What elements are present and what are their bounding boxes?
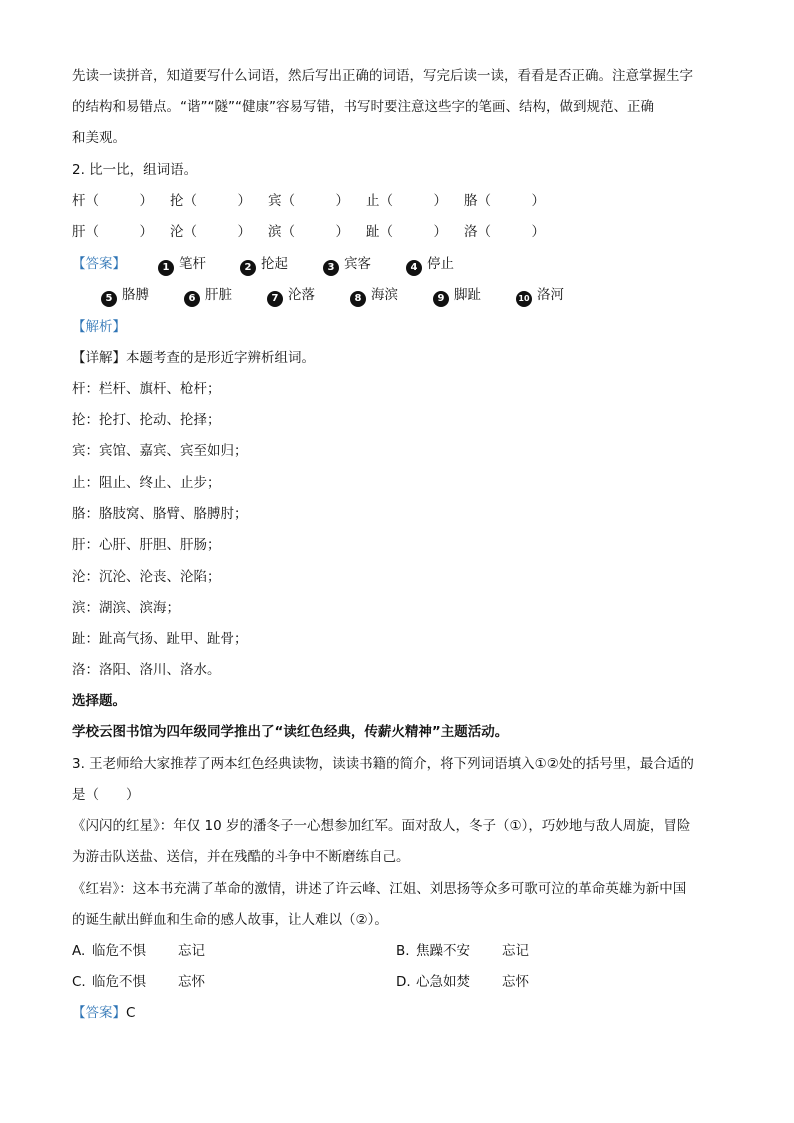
number-badge: 4 — [406, 260, 422, 276]
answer-item — [267, 285, 315, 307]
answer-item — [240, 254, 288, 276]
analysis-entry: 肝：心肝、肝胆、肝肠； — [72, 537, 221, 553]
answer-tag: 【答案】 — [72, 256, 126, 272]
q2-item: 胳（ ） — [464, 193, 545, 209]
q2-item: 止（ ） — [366, 193, 447, 209]
answer-item — [350, 285, 398, 307]
section-heading: 选择题。 — [72, 693, 126, 709]
analysis-entry: 滨：湖滨、滨海； — [72, 600, 180, 616]
option-c — [72, 972, 205, 992]
answer-item — [101, 285, 149, 307]
option-word-1: 临危不惧 — [92, 943, 146, 959]
option-label: C. — [72, 974, 86, 990]
answer-item — [158, 254, 206, 276]
option-a — [72, 941, 205, 961]
answer-word: 笔杆 — [179, 256, 206, 272]
analysis-tag: 【解析】 — [72, 319, 126, 335]
answer-word: 胳膊 — [122, 287, 149, 303]
number-badge: 6 — [184, 291, 200, 307]
intro-line-3: 和美观。 — [72, 130, 126, 146]
option-b — [396, 941, 529, 961]
analysis-entry: 止：阻止、终止、止步； — [72, 475, 221, 491]
analysis-entry: 沦：沉沦、沦丧、沦陷； — [72, 569, 221, 585]
answer-word: 肝脏 — [205, 287, 232, 303]
q2-item: 肝（ ） — [72, 224, 153, 240]
analysis-entry: 抡：抡打、抡动、抡择； — [72, 412, 221, 428]
q2-item: 趾（ ） — [366, 224, 447, 240]
number-badge: 9 — [433, 291, 449, 307]
answer-item — [433, 285, 481, 307]
answer-word: 抡起 — [261, 256, 288, 272]
answer-item — [516, 285, 564, 307]
analysis-entry: 趾：趾高气扬、趾甲、趾骨； — [72, 631, 248, 647]
intro-line-1: 先读一读拼音，知道要写什么词语，然后写出正确的词语，写完后读一读，看看是否正确。注意掌握生字 — [72, 68, 693, 84]
q3-answer-line — [72, 1003, 135, 1023]
answer-word: 沦落 — [288, 287, 315, 303]
q2-item: 滨（ ） — [268, 224, 349, 240]
option-word-2: 忘记 — [502, 943, 529, 959]
answer-word: 宾客 — [344, 256, 371, 272]
option-word-1: 临危不惧 — [92, 974, 146, 990]
option-word-2: 忘怀 — [502, 974, 529, 990]
q3-answer-value: C — [126, 1005, 136, 1021]
detail-tag: 【详解】 — [72, 350, 126, 366]
q2-item: 沦（ ） — [170, 224, 251, 240]
option-d — [396, 972, 529, 992]
answer-word: 脚趾 — [454, 287, 481, 303]
answer-item — [406, 254, 454, 276]
option-word-1: 焦躁不安 — [416, 943, 470, 959]
answer-word: 海滨 — [371, 287, 398, 303]
q2-item: 宾（ ） — [268, 193, 349, 209]
q2-row-1 — [72, 191, 632, 211]
q3-book1-line-1: 《闪闪的红星》：年仅 10 岁的潘冬子一心想参加红军。面对敌人，冬子（①），巧妙地与敌人周旋，冒险 — [72, 818, 691, 834]
q3-line-2: 是（ ） — [72, 787, 140, 803]
answer-word: 洛河 — [537, 287, 564, 303]
number-badge: 1 — [158, 260, 174, 276]
intro-line-2: 的结构和易错点。“谐”“隧”“健康”容易写错，书写时要注意这些字的笔画、结构，做到规范、正确 — [72, 99, 654, 115]
detail-line — [72, 348, 315, 368]
option-word-1: 心急如焚 — [416, 974, 470, 990]
number-badge: 5 — [101, 291, 117, 307]
q2-item: 杆（ ） — [72, 193, 153, 209]
q3-book2-line-1: 《红岩》：这本书充满了革命的激情，讲述了许云峰、江姐、刘思扬等众多可歌可泣的革命英雄为新中国 — [72, 881, 687, 897]
q2-title: 2. 比一比，组词语。 — [72, 162, 198, 178]
number-badge: 10 — [516, 291, 532, 307]
q3-book1-line-2: 为游击队送盐、送信，并在残酷的斗争中不断磨练自己。 — [72, 849, 410, 865]
analysis-entry: 胳：胳肢窝、胳臂、胳膊肘； — [72, 506, 248, 522]
option-label: B. — [396, 943, 410, 959]
analysis-entry: 宾：宾馆、嘉宾、宾至如归； — [72, 443, 248, 459]
q2-item: 洛（ ） — [464, 224, 545, 240]
q2-row-2 — [72, 222, 632, 242]
option-word-2: 忘怀 — [178, 974, 205, 990]
answer-item — [184, 285, 232, 307]
answer-word: 停止 — [427, 256, 454, 272]
answer-item — [323, 254, 371, 276]
q3-answer-tag: 【答案】 — [72, 1005, 126, 1021]
option-label: D. — [396, 974, 411, 990]
q3-book2-line-2: 的诞生献出鲜血和生命的感人故事，让人难以（②）。 — [72, 912, 388, 928]
analysis-entry: 杆：栏杆、旗杆、枪杆； — [72, 381, 221, 397]
option-label: A. — [72, 943, 86, 959]
section-intro: 学校云图书馆为四年级同学推出了“读红色经典，传薪火精神”主题活动。 — [72, 724, 509, 740]
option-word-2: 忘记 — [178, 943, 205, 959]
q3-line-1: 3. 王老师给大家推荐了两本红色经典读物，读读书籍的简介，将下列词语填入①②处的括号里，最合适的 — [72, 756, 694, 772]
number-badge: 3 — [323, 260, 339, 276]
number-badge: 2 — [240, 260, 256, 276]
number-badge: 7 — [267, 291, 283, 307]
q2-item: 抡（ ） — [170, 193, 251, 209]
detail-text: 本题考查的是形近字辨析组词。 — [126, 350, 315, 366]
analysis-entry: 洛：洛阳、洛川、洛水。 — [72, 662, 221, 678]
number-badge: 8 — [350, 291, 366, 307]
